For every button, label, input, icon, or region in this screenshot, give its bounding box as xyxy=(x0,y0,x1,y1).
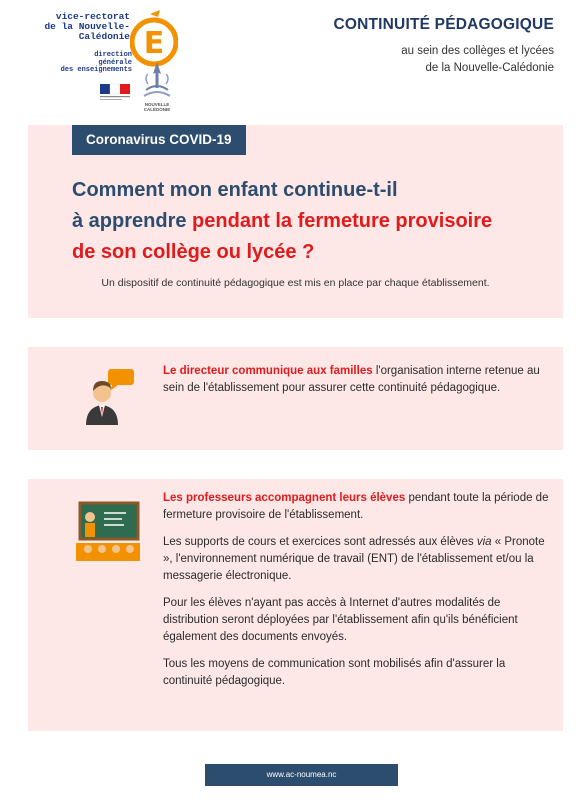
hero-subtext: Un dispositif de continuité pédagogique est mis en place par chaque établissement. xyxy=(101,277,490,289)
question-line-3: de son collège ou lycée ? xyxy=(72,241,315,263)
logo-sub-1: direction xyxy=(94,51,132,59)
hero-panel xyxy=(28,125,563,318)
director-speaking-icon xyxy=(78,367,138,427)
subtitle-line-2: de la Nouvelle-Calédonie xyxy=(425,62,554,74)
hero-question xyxy=(72,175,492,268)
logo-name xyxy=(18,12,130,42)
logo-e-emblem xyxy=(130,8,178,68)
nouvelle-caledonie-emblem-icon xyxy=(140,60,174,106)
teachers-paragraph-3: Pour les élèves n'ayant pas accès à Internet d'autres modalités de distribution seront déployées par l'établissement afin qu'ils bénéficient également des documents envoyés. xyxy=(163,597,518,643)
logo-line-2: de la Nouvelle-Calédonie xyxy=(44,21,130,42)
classroom-teacher-icon xyxy=(74,499,142,561)
director-panel xyxy=(28,347,563,450)
teachers-paragraph-1 xyxy=(163,490,553,524)
subtitle-line-1: au sein des collèges et lycées xyxy=(401,45,554,57)
document-subtitle xyxy=(333,43,554,77)
teachers-paragraph-2 xyxy=(163,534,553,585)
nc-logo-label: NOUVELLE CALÉDONIE xyxy=(143,102,171,112)
question-line-2-start: à apprendre xyxy=(72,210,193,232)
teachers-text xyxy=(163,490,553,700)
logo-sub-3: des enseignements xyxy=(60,66,132,74)
vice-rectorat-logo xyxy=(18,8,178,112)
supports-text-start: Les supports de cours et exercices sont adressés aux élèves xyxy=(163,536,477,548)
director-highlight: Le directeur communique aux familles xyxy=(163,365,373,377)
republique-flag-icon xyxy=(98,82,138,102)
teachers-rest: pendant toute la période de fermeture provisoire de l'établissement. xyxy=(163,492,549,521)
logo-line-1: vice-rectorat xyxy=(55,11,130,22)
document-title: CONTINUITÉ PÉDAGOGIQUE xyxy=(333,16,554,33)
question-line-2-highlight: pendant la fermeture provisoire xyxy=(192,210,493,232)
logo-direction xyxy=(48,52,132,75)
teachers-highlight: Les professeurs accompagnent leurs élèves xyxy=(163,492,406,504)
director-text xyxy=(163,363,548,407)
document-header xyxy=(333,16,554,77)
question-line-2 xyxy=(72,206,492,237)
teachers-paragraph-4: Tous les moyens de communication sont mobilisés afin d'assurer la continuité pédagogique. xyxy=(163,658,506,687)
director-rest: l'organisation interne retenue au sein de l'établissement pour assurer cette continuité pédagogique. xyxy=(163,365,540,394)
question-line-1: Comment mon enfant continue-t-il xyxy=(72,179,398,201)
supports-text-end: « Pronote », l'environnement numérique de travail (ENT) de l'établissement et/ou la messagerie électronique. xyxy=(163,536,545,582)
footer-website-link[interactable]: www.ac-noumea.nc xyxy=(205,764,398,786)
covid-tag: Coronavirus COVID-19 xyxy=(72,125,246,155)
supports-via: via xyxy=(476,536,492,548)
svg-text:E: E xyxy=(143,26,165,61)
logo-sub-2: générale xyxy=(98,58,132,67)
teachers-panel xyxy=(28,479,563,731)
